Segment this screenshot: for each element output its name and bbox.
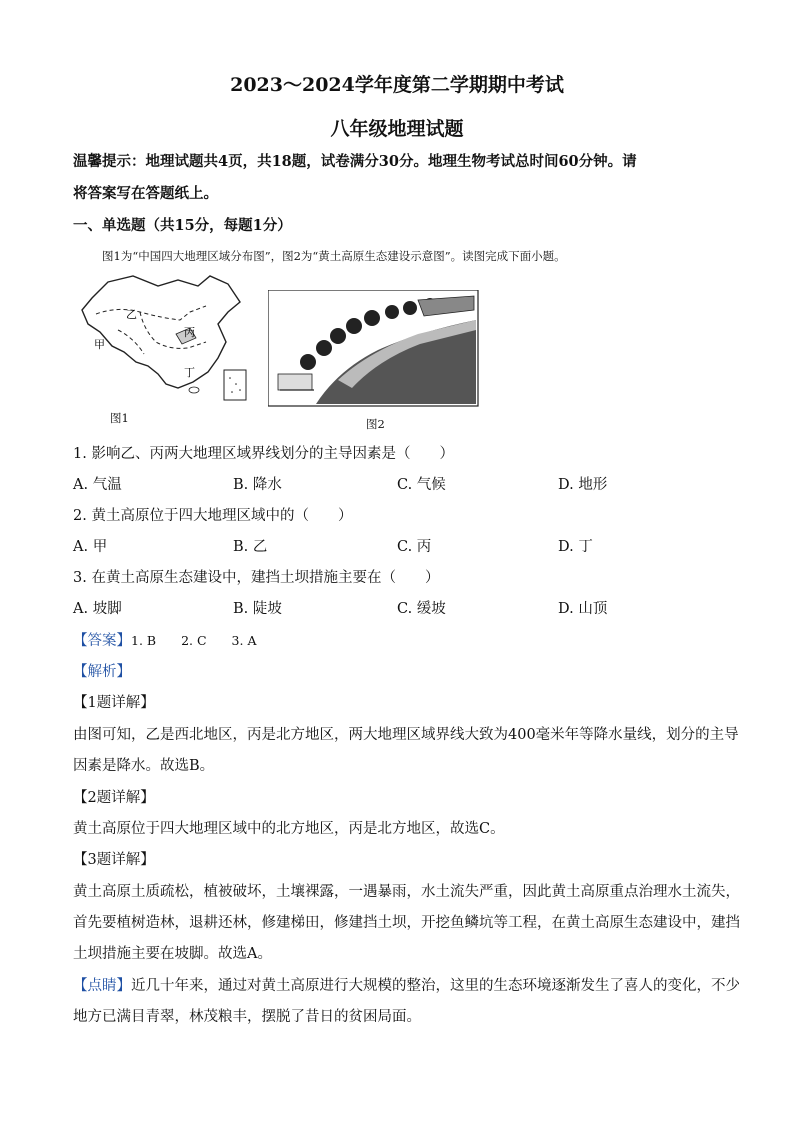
question-3-option-d: D. 山顶 [558, 601, 608, 617]
answer-values: 1. B 2. C 3. A [131, 633, 257, 648]
question-2-option-b: B. 乙 [233, 539, 268, 555]
question-1-option-d: D. 地形 [558, 477, 608, 493]
question-1-stem: 1. 影响乙、丙两大地理区域界线划分的主导因素是（ ） [73, 446, 454, 462]
comment-line-1 [73, 974, 740, 995]
china-outline [82, 276, 240, 388]
comment-text-1: 近几十年来，通过对黄土高原进行大规模的整治，这里的生态环境逐渐发生了喜人的变化，不少 [131, 978, 740, 994]
section-heading: 一、单选题（共15分，每题1分） [73, 217, 292, 234]
figure-2-schematic [268, 290, 480, 408]
q2-detail-line-1: 黄土高原位于四大地理区域中的北方地区，丙是北方地区，故选C。 [73, 821, 505, 837]
q3-detail-line-3: 土坝措施主要在坡脚。故选A。 [73, 946, 272, 962]
question-3-stem: 3. 在黄土高原生态建设中，建挡土坝措施主要在（ ） [73, 570, 440, 586]
q3-detail-label: 【3题详解】 [73, 852, 155, 868]
boundary-line-east [140, 312, 206, 348]
question-2-option-c: C. 丙 [397, 539, 432, 555]
question-3-option-b: B. 陡坡 [233, 601, 282, 617]
analysis-label: 【解析】 [73, 664, 131, 680]
notice-line-2: 将答案写在答题纸上。 [73, 185, 218, 202]
south-sea-inset [224, 370, 246, 400]
question-1-option-a: A. 气温 [73, 477, 122, 493]
answer-label: 【答案】 [73, 633, 131, 649]
answer-row [73, 629, 256, 650]
q3-detail-line-1: 黄土高原土质疏松，植被破坏，土壤裸露，一遇暴雨，水土流失严重，因此黄土高原重点治理水土流失， [73, 884, 740, 900]
region-label-yi: 乙 [126, 308, 137, 321]
q1-detail-line-2: 因素是降水。故选B。 [73, 758, 215, 774]
region-label-jia: 甲 [94, 338, 105, 351]
figure-1-caption: 图1 [110, 411, 129, 425]
question-1-option-b: B. 降水 [233, 477, 282, 493]
check-dam [278, 374, 312, 390]
hainan-island [189, 387, 199, 393]
comment-line-2: 地方已满目青翠，林茂粮丰，摆脱了昔日的贫困局面。 [73, 1009, 421, 1025]
question-3-option-a: A. 坡脚 [73, 601, 122, 617]
region-label-ding: 丁 [184, 366, 195, 379]
question-3-option-c: C. 缓坡 [397, 601, 446, 617]
q1-detail-label: 【1题详解】 [73, 695, 155, 711]
notice-line-1: 温馨提示：地理试题共4页，共18题，试卷满分30分。地理生物考试总时间60分钟。请 [73, 153, 637, 170]
question-2-option-a: A. 甲 [73, 539, 108, 555]
comment-label: 【点睛】 [73, 978, 131, 994]
q2-detail-label: 【2题详解】 [73, 790, 155, 806]
boundary-line-north [96, 306, 206, 320]
exam-subtitle: 八年级地理试题 [330, 118, 464, 140]
region-label-bing: 丙 [184, 326, 195, 339]
exam-title: 2023～2024学年度第二学期期中考试 [230, 74, 564, 96]
question-2-stem: 2. 黄土高原位于四大地理区域中的（ ） [73, 508, 353, 524]
question-1-option-c: C. 气候 [397, 477, 446, 493]
q1-detail-line-1: 由图可知，乙是西北地区，丙是北方地区，两大地理区域界线大致为400毫米年等降水量线，划分的主导 [73, 727, 739, 743]
figure-2-caption: 图2 [366, 417, 385, 431]
figure-1-map [78, 272, 250, 402]
figure-intro: 图1为“中国四大地理区域分布图”，图2为“黄土高原生态建设示意图”。读图完成下面小题。 [102, 249, 566, 263]
question-2-option-d: D. 丁 [558, 539, 593, 555]
q3-detail-line-2: 首先要植树造林，退耕还林，修建梯田，修建挡土坝，开挖鱼鳞坑等工程，在黄土高原生态建设中，建挡 [73, 915, 740, 931]
